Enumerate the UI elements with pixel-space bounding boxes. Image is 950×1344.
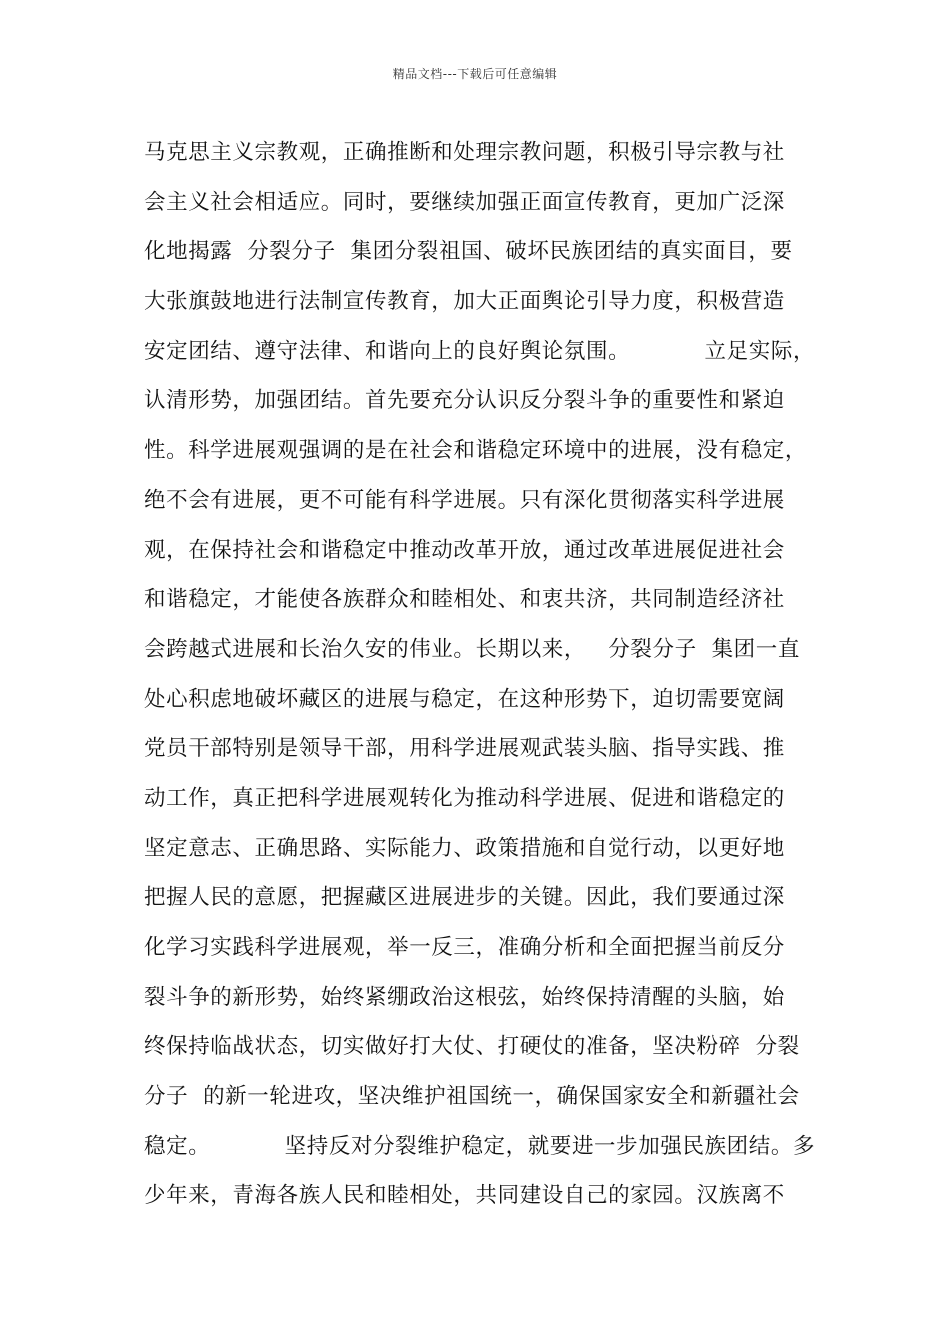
document-body <box>144 128 834 1221</box>
body-line: 认清形势，加强团结。首先要充分认识反分裂斗争的重要性和紧迫 <box>144 388 785 414</box>
body-line: 坚定意志、正确思路、实际能力、政策措施和自觉行动，以更好地 <box>144 835 785 861</box>
body-line: 观，在保持社会和谐稳定中推动改革开放，通过改革进展促进社会 <box>144 537 785 563</box>
page-header: 精品文档---下载后可任意编辑 <box>392 67 558 81</box>
body-line: 化地揭露 分裂分子 集团分裂祖国、破坏民族团结的真实面目，要 <box>144 239 793 265</box>
body-line: 处心积虑地破坏藏区的进展与稳定，在这种形势下，迫切需要宽阔 <box>144 686 785 712</box>
body-line: 大张旗鼓地进行法制宣传教育，加大正面舆论引导力度，积极营造 <box>144 289 785 315</box>
body-line: 稳定。 坚持反对分裂维护稳定，就要进一步加强民族团结。多 <box>144 1133 816 1159</box>
body-line: 绝不会有进展，更不可能有科学进展。只有深化贯彻落实科学进展 <box>144 487 785 513</box>
body-line: 裂斗争的新形势，始终紧绷政治这根弦，始终保持清醒的头脑，始 <box>144 984 785 1010</box>
body-line: 把握人民的意愿，把握藏区进展进步的关键。因此，我们要通过深 <box>144 885 785 911</box>
body-line: 和谐稳定，才能使各族群众和睦相处、和衷共济，共同制造经济社 <box>144 587 785 613</box>
body-line: 马克思主义宗教观，正确推断和处理宗教问题，积极引导宗教与社 <box>144 140 785 165</box>
body-line: 少年来，青海各族人民和睦相处，共同建设自己的家园。汉族离不 <box>144 1183 785 1209</box>
body-line: 化学习实践科学进展观，举一反三，准确分析和全面把握当前反分 <box>144 935 785 960</box>
body-line: 性。科学进展观强调的是在社会和谐稳定环境中的进展，没有稳定， <box>144 438 808 464</box>
body-line: 分子 的新一轮进攻，坚决维护祖国统一，确保国家安全和新疆社会 <box>144 1084 800 1110</box>
body-line: 党员干部特别是领导干部，用科学进展观武装头脑、指导实践、推 <box>144 736 785 762</box>
body-line: 终保持临战状态，切实做好打大仗、打硬仗的准备，坚决粉碎 分裂 <box>144 1034 800 1060</box>
body-line: 会主义社会相适应。同时，要继续加强正面宣传教育，更加广泛深 <box>144 189 785 215</box>
body-line: 动工作，真正把科学进展观转化为推动科学进展、促进和谐稳定的 <box>144 785 785 811</box>
body-line: 安定团结、遵守法律、和谐向上的良好舆论氛围。 立足实际， <box>144 338 816 364</box>
body-line: 会跨越式进展和长治久安的伟业。长期以来， 分裂分子 集团一直 <box>144 636 800 662</box>
